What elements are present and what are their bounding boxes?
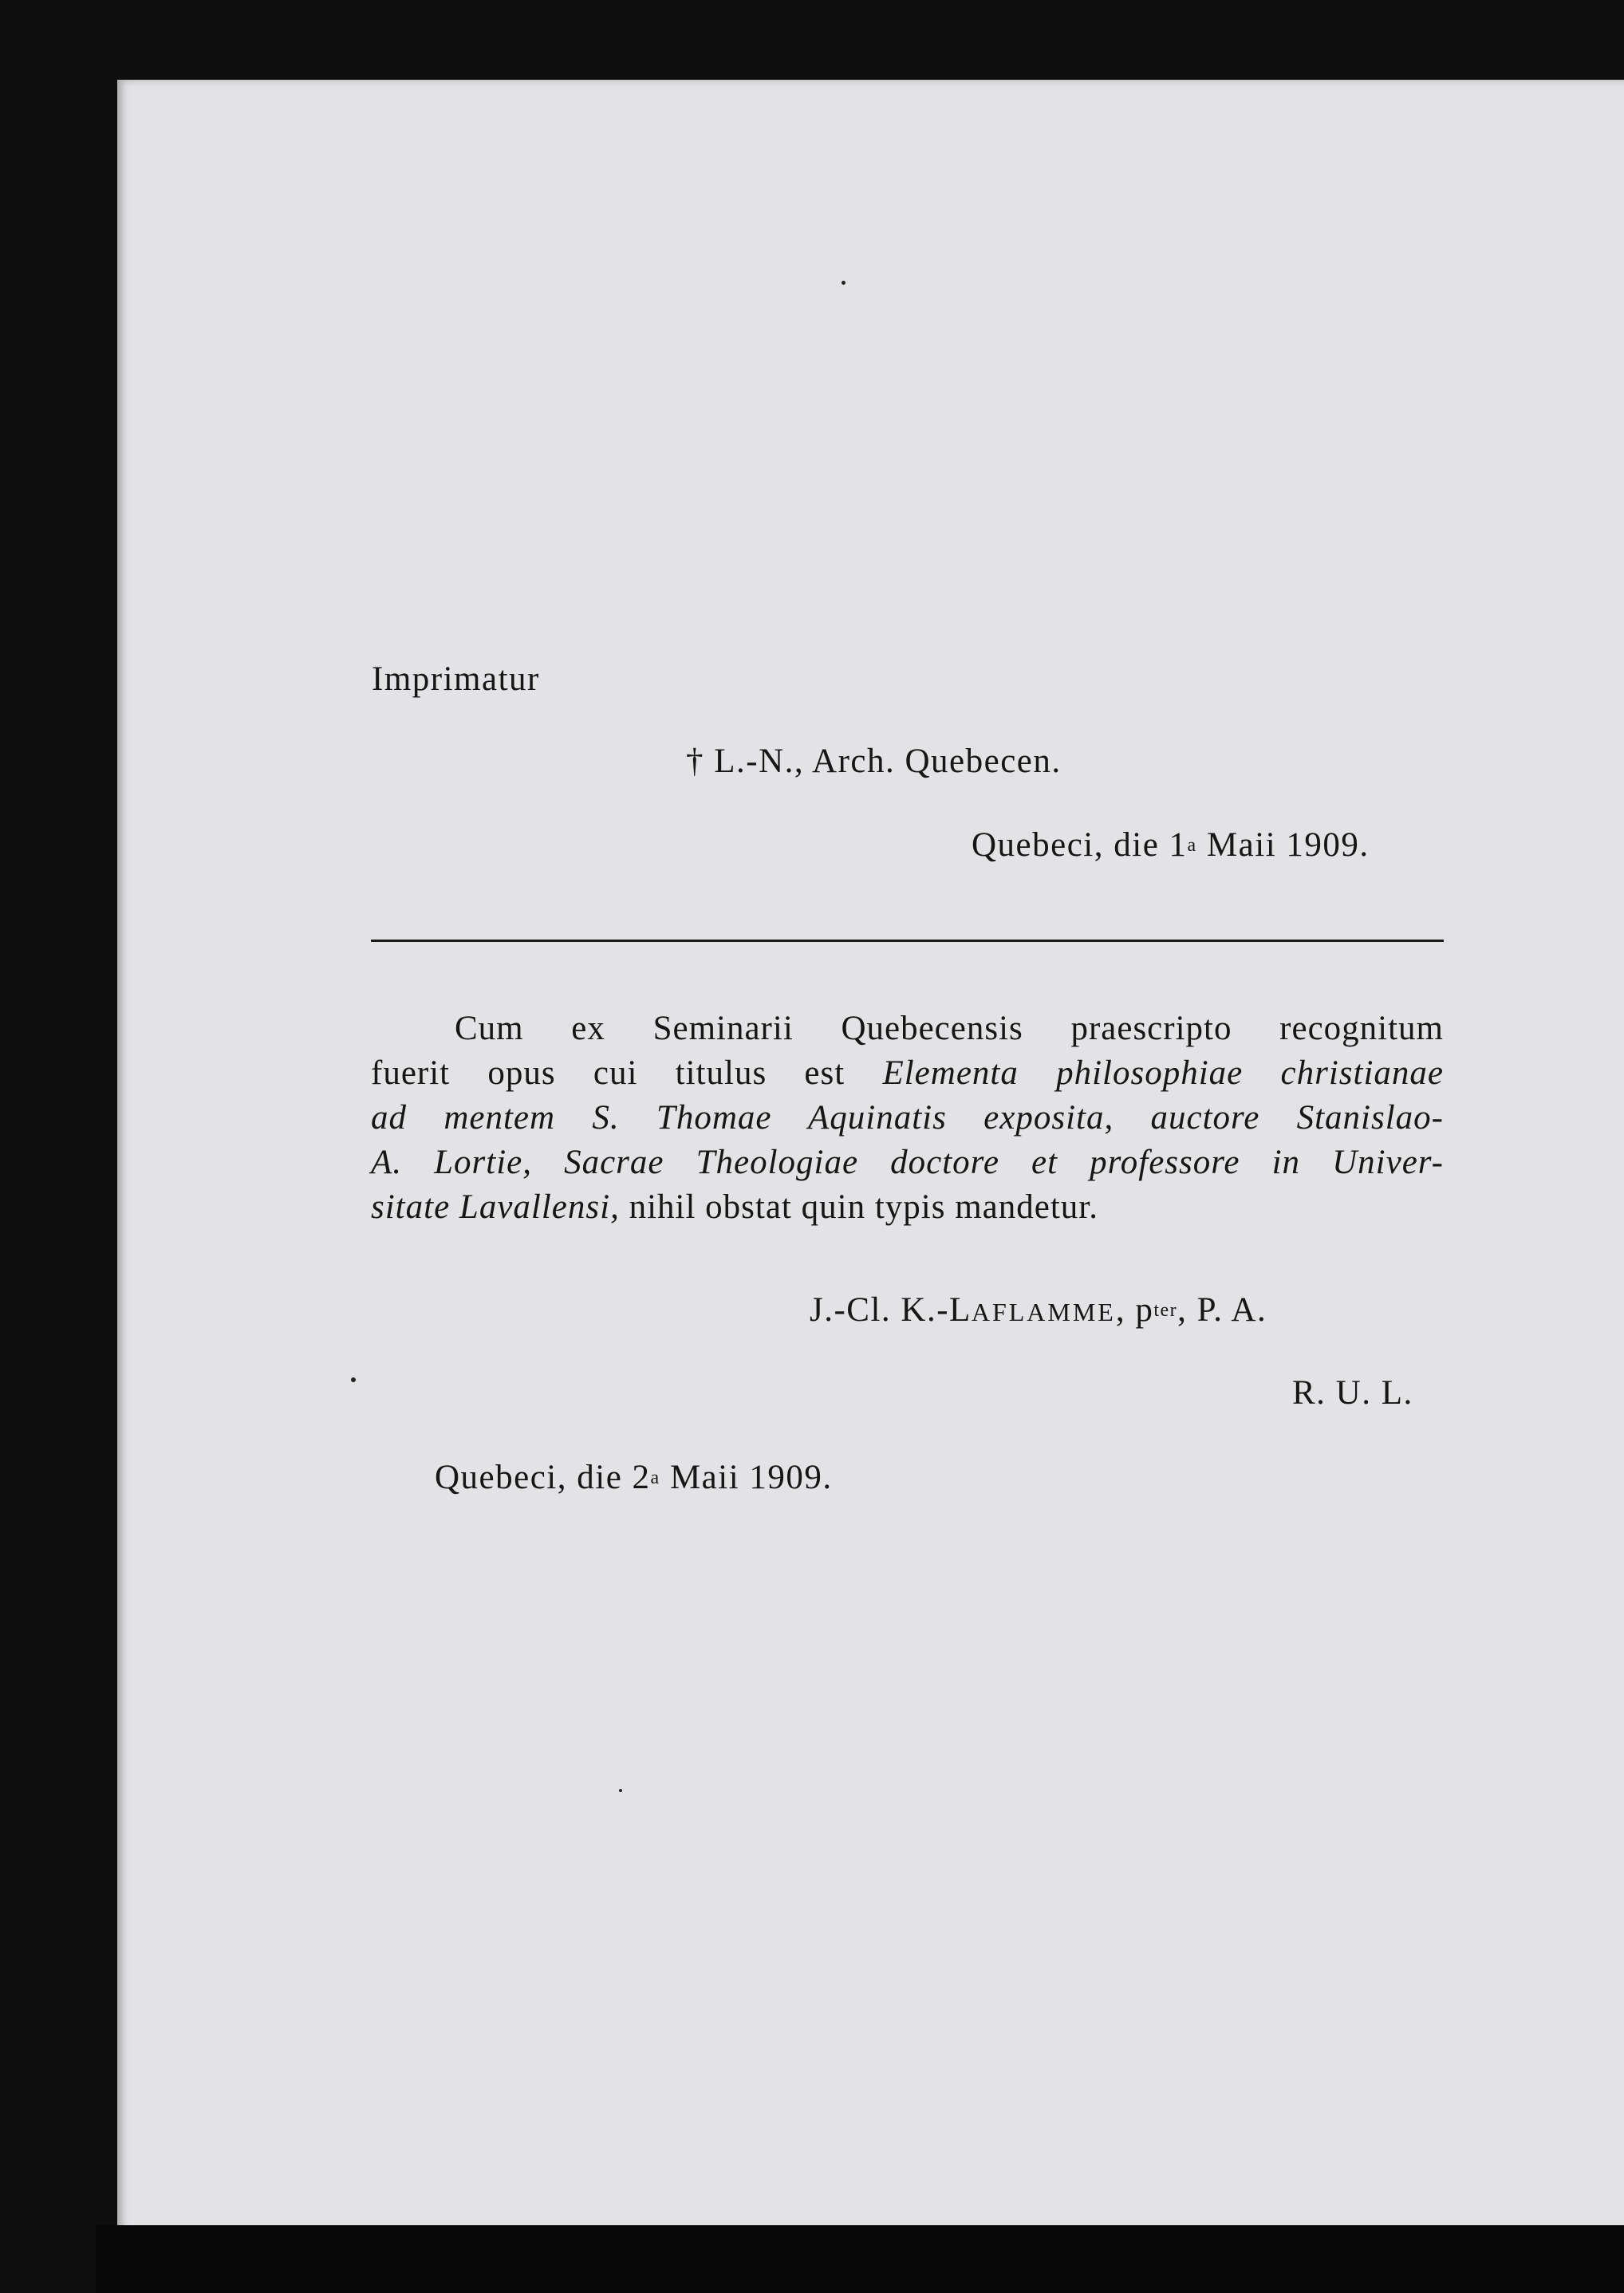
censor-smallcaps: AFLAMME — [971, 1298, 1116, 1326]
divider-rule — [371, 940, 1444, 942]
censor-sup: ter — [1153, 1300, 1178, 1321]
paragraph-line-4 — [371, 1141, 1444, 1185]
archbishop-signature — [686, 742, 1062, 781]
censor-initials: J.-Cl. K.-L — [810, 1291, 972, 1329]
line4-italic: A. Lortie, Sacrae Theologiae doctore et professore in Univer- — [371, 1144, 1444, 1181]
line3-italic: ad mentem S. Thomae Aquinatis exposita, auctore Stanislao- — [371, 1099, 1444, 1137]
archbishop-name: L.-N., Arch. Quebecen. — [714, 743, 1062, 780]
paragraph-line-2 — [371, 1051, 1444, 1096]
scan-bottom-edge — [96, 2225, 1624, 2293]
line2-italic: Elementa philosophiae christianae — [882, 1054, 1445, 1092]
imprimatur-heading: Imprimatur — [372, 660, 540, 698]
censor-comma: , p — [1115, 1291, 1154, 1329]
date1-sup: a — [1187, 835, 1197, 856]
date1-suffix: Maii 1909. — [1196, 826, 1370, 864]
date2-sup: a — [650, 1468, 660, 1488]
cross-icon: † — [686, 743, 704, 780]
line5-roman: nihil obstat quin typis mandetur. — [619, 1188, 1098, 1226]
paragraph-line-1: Cum ex Seminarii Quebecensis praescripto recognitum — [455, 1010, 1444, 1047]
censor-rest: , P. A. — [1177, 1291, 1267, 1329]
date2-prefix: Quebeci, die 2 — [435, 1459, 651, 1496]
rul-abbreviation: R. U. L. — [1292, 1374, 1413, 1412]
scan-speck — [351, 1377, 356, 1382]
censor-signature — [810, 1290, 1267, 1330]
scan-speck — [619, 1789, 622, 1792]
paragraph-line-5 — [371, 1185, 1444, 1230]
date1-prefix: Quebeci, die 1 — [972, 826, 1188, 864]
paragraph-line-3 — [371, 1096, 1444, 1141]
nihil-obstat-date — [435, 1458, 833, 1497]
line2-roman: fuerit opus cui titulus est — [371, 1054, 883, 1092]
line5-italic: sitate Lavallensi, — [371, 1188, 620, 1226]
scan-speck — [842, 281, 846, 285]
nihil-obstat-paragraph — [371, 1007, 1444, 1230]
date2-suffix: Maii 1909. — [660, 1459, 833, 1496]
imprimatur-date — [972, 825, 1370, 865]
